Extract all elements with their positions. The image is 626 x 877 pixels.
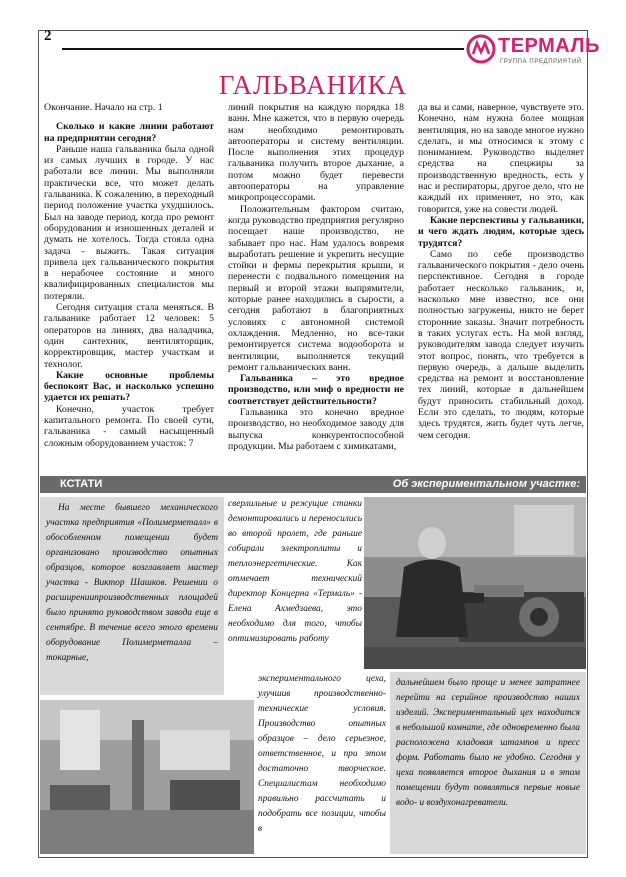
logo-mark-icon xyxy=(466,34,496,64)
sidebar-box-left xyxy=(40,497,224,695)
paragraph: Сегодня ситуация стала меняться. В гальванике работает 12 человек: 5 операторов на линиях, два наладчика, один сантехник, вентиляторщик, корректировщик, мастер участкам и технолог. xyxy=(44,302,214,370)
header-rule xyxy=(62,48,464,50)
question-heading: Какие основные проблемы беспокоят Вас, и насколько успешно удается их решать? xyxy=(44,369,214,404)
article-column-3 xyxy=(418,102,584,441)
sidebar-label: КСТАТИ xyxy=(60,478,103,490)
paragraph: Конечно, участок требует капитального ремонта. По своей сути, гальваника - самый насыщенный сложным оборудованием участок: 7 xyxy=(44,403,214,449)
logo-subtitle: ГРУППА ПРЕДПРИЯТИЙ xyxy=(500,59,582,65)
paragraph: да вы и сами, наверное, чувствуете это. Конечно, нам нужна более мощная вентиляция, но на заводе многое нужно сделать, и мы относимся к этому с пониманием. Руководство выделяет средства на спецжиры за производственную вредность, есть у нас и респираторы, другое дело, что не каждый их применяет, но это, как говорится, уже на совести людей. xyxy=(418,102,584,215)
question-heading: Какие перспективы у гальваники, и чего ждать людям, которые здесь трудятся? xyxy=(418,214,584,249)
paragraph: Гальваника это конечно вредное производство, но необходимое заводу для выпуска конкурентоспособной продукции. Мы работаем с химикатами, xyxy=(228,407,404,452)
paragraph: линий покрытия на каждую порядка 18 ванн. Мне кажется, что в первую очередь нам необходимо ремонтировать автооператоры и систему вентиляции. После выполнения этих процедур гальваника получить второе дыхание, а потом можно будет перевести автооператоры на управление микропроцессорами. xyxy=(228,102,404,204)
photo-machinist-at-lathe xyxy=(364,497,586,669)
logo-name: ТЕРМАЛЬ xyxy=(498,35,600,57)
continuation-note: Окончание. Начало на стр. 1 xyxy=(44,102,163,113)
sidebar-paragraph: дальнейшем было проще и менее затратнее перейти на серийное производство наших изделий. Экспериментальный цех находится в небольшой комнате, где одновременно была расположена кладовая штампов и пресс форм. Работать было не удобно. Сегодня у цеха появляется второе дыхания и в этом помещении будут появляться первые новые водо- и воздухонагреватели. xyxy=(396,678,580,808)
paragraph: Положительным фактором считаю, когда руководство предприятия регулярно посещает наше производство, не забывает про нас. Нам удалось вовремя выработать решение и укрепить несущие стойки и фермы перекрытия крыши, и перенести с подвального помещения на первый и второй этажи выпрямители, которые ранее находились в сырости, а сегодня работают в благоприятных условиях с автономной системой охлаждения. Медленно, но все-таки ремонтируется система водооборота и вентиляции, выполняется текущий ремонт гальванических ванн. xyxy=(228,203,404,373)
article-title: ГАЛЬВАНИКА xyxy=(218,70,408,100)
sidebar-text-middle xyxy=(228,497,362,647)
article-column-2 xyxy=(228,102,404,452)
sidebar-paragraph: сверлильные и режущие станки демонтировались и переносились во второй пролет, где раньше собирали электроплиты и теплоэнергетические. Как отмечает технический директор Концерна «Термаль» - Елена Ахмедзаева, это необходимо для того, чтобы оптимизировать работу xyxy=(228,499,362,644)
article-column-1 xyxy=(44,102,214,449)
sidebar-title: Об экспериментальном участке: xyxy=(392,478,580,490)
photo-workshop-interior xyxy=(40,700,254,854)
question-heading: Гальваника – это вредное производство, или миф о вредности не соответствует действительности? xyxy=(228,373,404,407)
paragraph: Само по себе производство гальванического покрытия - дело очень перспективное. Сегодня в городе работает несколько гальваник, и, насколько мне известно, все они полностью загружены, никто не берет сторонние заказы. Значит потребность в таких услугах есть. На мой взгляд, руководителям завода следует изучить этот вопрос, понять, что требуется в первую очередь, а дальше выделить средства на ремонт и восстановление тех линий, которые в дальнейшем будут приносить стабильный доход. Если это сделать, то людям, которые здесь трудятся, жить будет чуть легче, чем сегодня. xyxy=(418,248,584,441)
question-heading: Сколько и какие линии работают на предприятии сегодня? xyxy=(44,121,214,144)
sidebar-paragraph: На месте бывшего механического участка предприятия «Полимерметалл» в обособленном помещении будет организовано производство опытных образцов, которое возглавляет мастер участка - Виктор Шашков. Решении о расширениипроизводственных площадей было принято руководством завода еще в сентябре. В течение всего этого времени оборудование Полимерметалла – токарные, xyxy=(46,503,218,663)
sidebar-box-right xyxy=(390,672,586,854)
sidebar-paragraph: экспериментального цеха, улучшив производственно-технические условия. Производство опытных образцов – дело серьезное, ответственное, и при этом достаточно творческое. Специалистам необходимо правильно рассчитать и подобрать все позиции, чтобы в xyxy=(258,674,386,834)
company-logo xyxy=(466,32,616,66)
sidebar-text-lower xyxy=(258,672,386,837)
paragraph: Раньше наша гальваника была одной из самых лучших в городе. У нас работали все линии. Мы выполняли практически все, что может делать гальваника. К сожалению, в переходный период положение участка ухудшилось. Был на заводе период, когда про ремонт оборудования и изношенных деталей и думать не хотелось. Тогда стояла одна задача - выжить. Такая ситуация привела цех гальванического покрытия в нерабочее состояние и много квалифицированных специалистов мы потеряли. xyxy=(44,143,214,302)
page-number: 2 xyxy=(44,28,52,44)
